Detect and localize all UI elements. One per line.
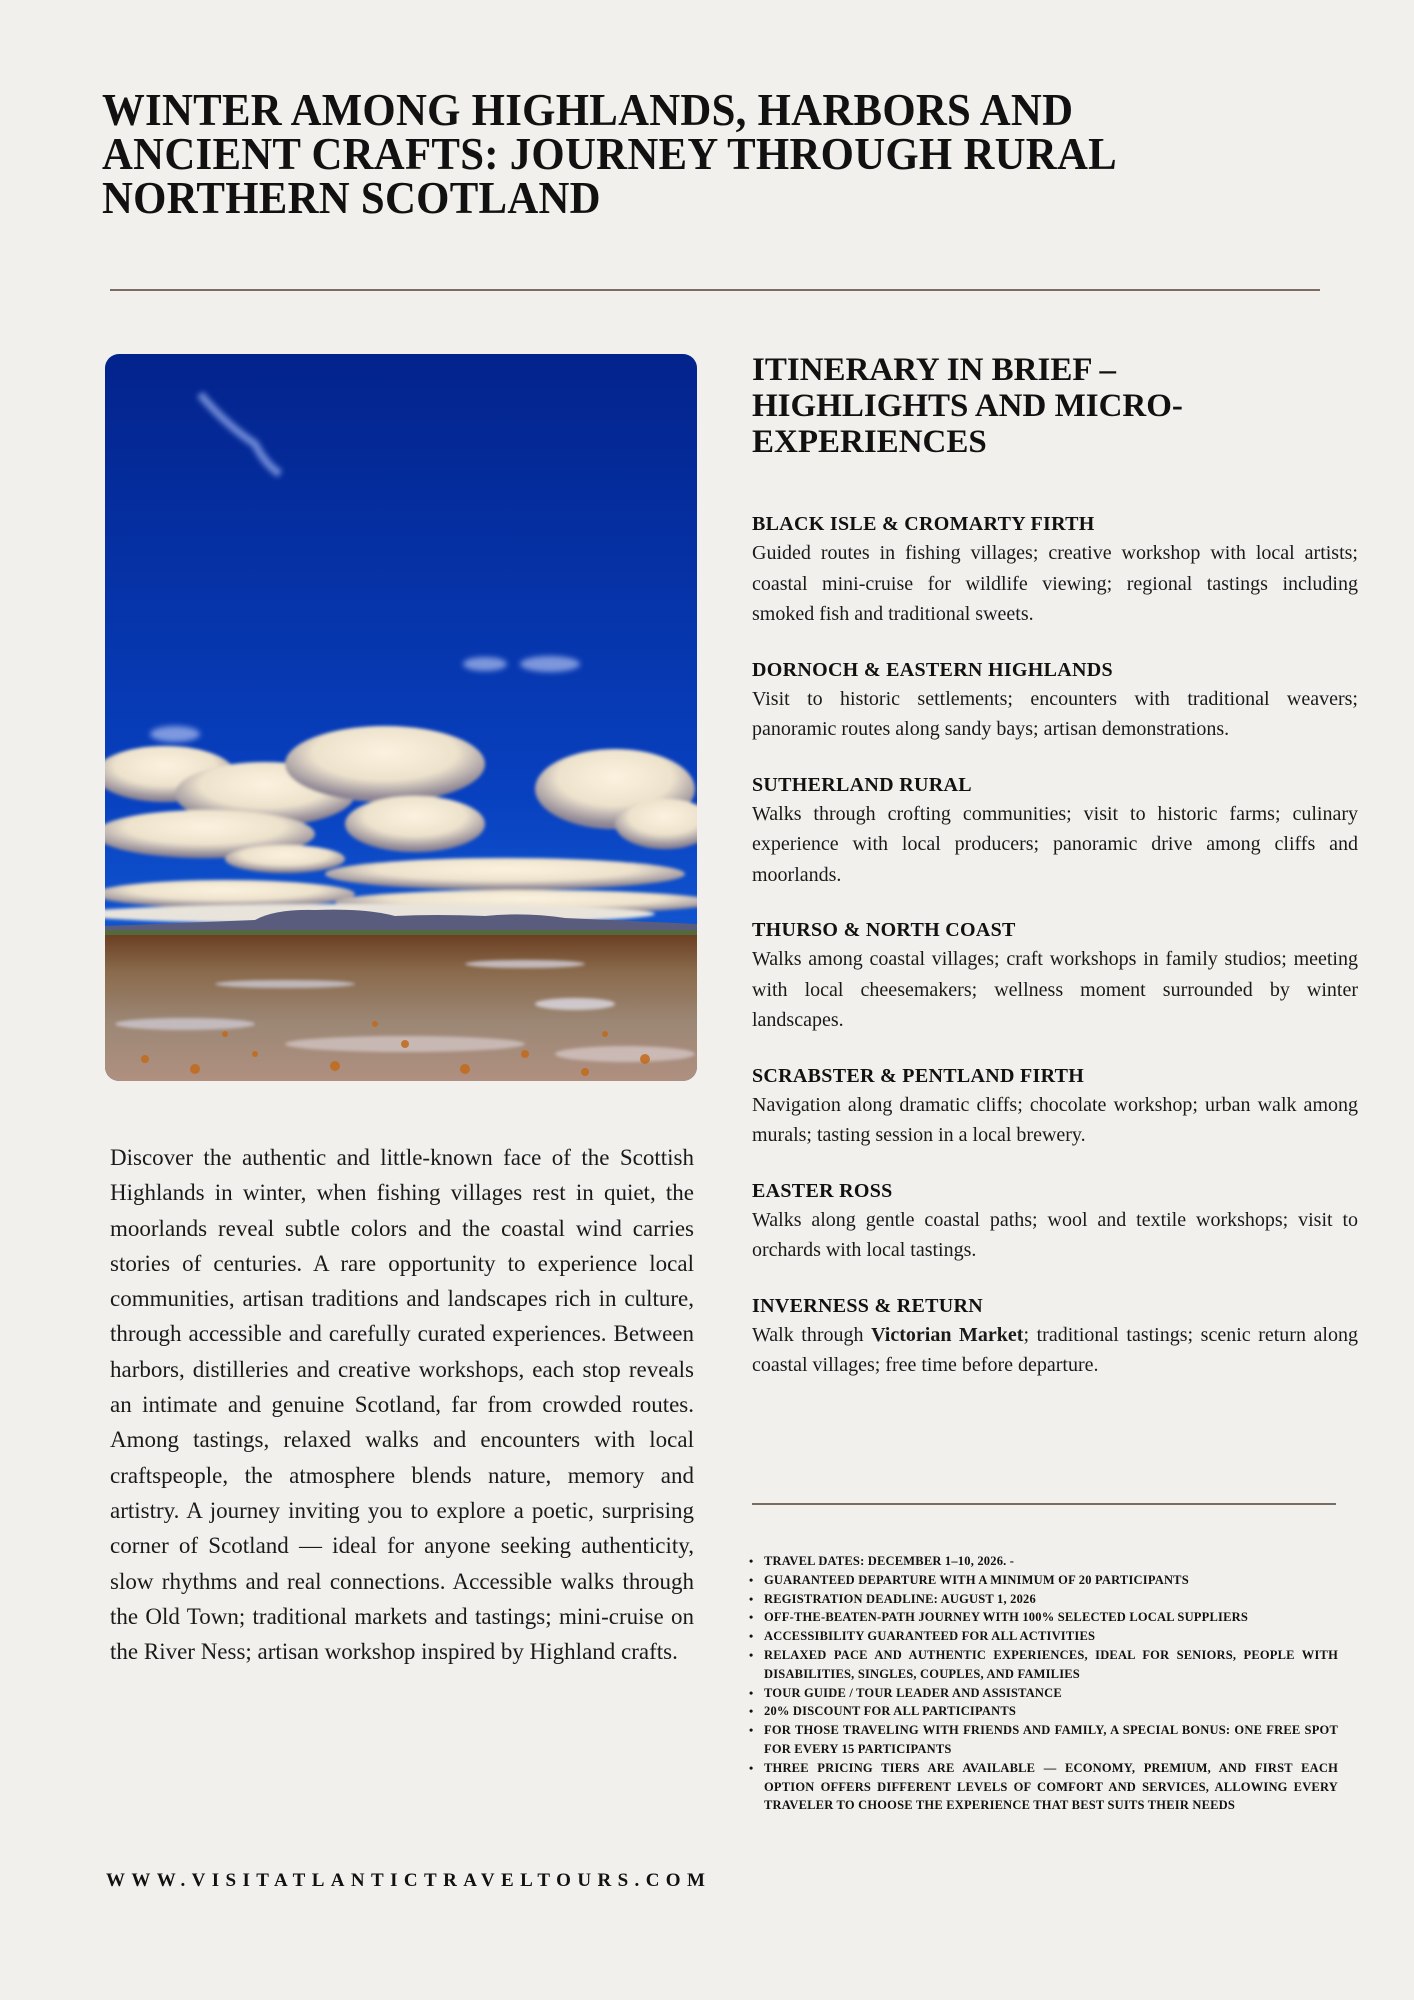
landscape-photo-illustration xyxy=(105,354,697,1081)
itinerary-stop xyxy=(752,771,1358,891)
bullet-icon: • xyxy=(749,1591,754,1606)
itinerary-stop xyxy=(752,1292,1358,1381)
stop-description xyxy=(752,1320,1358,1381)
fact-item xyxy=(748,1702,1338,1721)
fact-text: RELAXED PACE AND AUTHENTIC EXPERIENCES, IDEAL FOR SENIORS, PEOPLE WITH DISABILITIES, SINGLES, COUPLES, AND FAMILIES xyxy=(764,1647,1338,1681)
stop-description: Guided routes in fishing villages; creative workshop with local artists; coastal mini-cruise for wildlife viewing; regional tastings including smoked fish and traditional sweets. xyxy=(752,542,1358,625)
bullet-icon: • xyxy=(749,1760,754,1775)
stop-name: BLACK ISLE & CROMARTY FIRTH xyxy=(752,513,1095,535)
stop-description: Visit to historic settlements; encounters with traditional weavers; panoramic routes along sandy bays; artisan demonstrations. xyxy=(752,687,1358,740)
fact-item xyxy=(748,1684,1338,1703)
stop-name: SCRABSTER & PENTLAND FIRTH xyxy=(752,1064,1085,1087)
stop-description: Walks among coastal villages; craft workshops in family studios; meeting with local cheesemakers; wellness moment surrounded by winter landscapes. xyxy=(752,948,1358,1031)
bullet-icon: • xyxy=(749,1723,754,1738)
fact-text: REGISTRATION DEADLINE: AUGUST 1, 2026 xyxy=(764,1591,1036,1606)
itinerary-list xyxy=(752,510,1358,1407)
stop-description-lead: Walk through xyxy=(752,1323,872,1346)
itinerary-title: ITINERARY IN BRIEF – HIGHLIGHTS AND MICRO-EXPERIENCES xyxy=(752,352,1183,460)
stop-name: DORNOCH & EASTERN HIGHLANDS xyxy=(752,658,1113,681)
itinerary-stop xyxy=(752,916,1358,1036)
fact-text: THREE PRICING TIERS ARE AVAILABLE — ECONOMY, PREMIUM, AND FIRST EACH OPTION OFFERS DIFFERENT LEVELS OF COMFORT AND SERVICES, ALLOWING EVERY TRAVELER TO CHOOSE THE EXPERIENCE THAT BEST SUITS THEIR NEEDS xyxy=(764,1760,1338,1813)
stop-name: SUTHERLAND RURAL xyxy=(752,773,972,796)
stop-description-rest: ; traditional tastings; scenic return along coastal villages; free time before departure. xyxy=(752,1323,1358,1376)
facts-divider xyxy=(752,1503,1336,1505)
highlight-victorian-market: Victorian Market xyxy=(871,1323,1024,1346)
fact-item xyxy=(748,1721,1338,1759)
fact-text: ACCESSIBILITY GUARANTEED FOR ALL ACTIVITIES xyxy=(764,1629,1096,1644)
cumulus-clouds xyxy=(105,726,697,924)
trip-facts-list xyxy=(748,1552,1338,1815)
shoreline xyxy=(105,930,697,935)
stop-description: Navigation along dramatic cliffs; chocolate workshop; urban walk among murals; tasting session in a local brewery. xyxy=(752,1093,1358,1146)
bullet-icon: • xyxy=(749,1704,754,1719)
itinerary-stop xyxy=(752,656,1358,745)
bullet-icon: • xyxy=(749,1647,754,1662)
bullet-icon: • xyxy=(749,1572,754,1587)
bullet-icon: • xyxy=(749,1685,754,1700)
landscape-photo xyxy=(105,354,697,1081)
stop-description: Walks through crofting communities; visit to historic farms; culinary experience with local producers; panoramic drive among cliffs and moorlands. xyxy=(752,802,1358,886)
bullet-icon: • xyxy=(749,1629,754,1644)
fact-item xyxy=(748,1571,1338,1590)
page-title: WINTER AMONG HIGHLANDS, HARBORS AND ANCIENT CRAFTS: JOURNEY THROUGH RURAL NORTHERN SCOTLAND xyxy=(102,84,1115,223)
stop-name: THURSO & NORTH COAST xyxy=(752,919,1016,941)
stop-name: EASTER ROSS xyxy=(752,1179,893,1202)
itinerary-stop xyxy=(752,1177,1358,1266)
bullet-icon: • xyxy=(749,1610,754,1625)
website-link[interactable]: WWW.VISITATLANTICTRAVELTOURS.COM xyxy=(106,1870,712,1891)
fact-item xyxy=(748,1552,1338,1571)
intro-paragraph: Discover the authentic and little-known face of the Scottish Highlands in winter, when fishing villages rest in quiet, the moorlands reveal subtle colors and the coastal wind carries stories of centuries. A rare opportunity to experience local communities, artisan traditions and landscapes rich in culture, through accessible and carefully curated experiences. Between harbors, distilleries and creative workshops, each stop reveals an intimate and genuine Scotland, far from crowded routes. Among tastings, relaxed walks and encounters with local craftspeople, the atmosphere blends nature, memory and artistry. A journey inviting you to explore a poetic, surprising corner of Scotland — ideal for anyone seeking authenticity, slow rhythms and real connections. Accessible walks through the Old Town; traditional markets and tastings; mini-cruise on the River Ness; artisan workshop inspired by Highland crafts. xyxy=(110,1145,694,1665)
bullet-icon: • xyxy=(749,1554,754,1568)
stop-name: INVERNESS & RETURN xyxy=(752,1294,983,1317)
fact-item xyxy=(748,1627,1338,1646)
fact-item xyxy=(748,1608,1338,1627)
fact-text: 20% DISCOUNT FOR ALL PARTICIPANTS xyxy=(764,1704,1017,1719)
fact-text: OFF-THE-BEATEN-PATH JOURNEY WITH 100% SELECTED LOCAL SUPPLIERS xyxy=(764,1610,1249,1625)
fact-text: TOUR GUIDE / TOUR LEADER AND ASSISTANCE xyxy=(764,1685,1062,1700)
itinerary-stop xyxy=(752,510,1358,630)
fact-item xyxy=(748,1590,1338,1609)
title-divider xyxy=(110,289,1320,291)
fact-text: FOR THOSE TRAVELING WITH FRIENDS AND FAMILY, A SPECIAL BONUS: ONE FREE SPOT FOR EVERY 15 PARTICIPANTS xyxy=(764,1723,1338,1756)
fact-text: TRAVEL DATES: DECEMBER 1–10, 2026. - xyxy=(764,1554,1015,1568)
stop-description: Walks along gentle coastal paths; wool and textile workshops; visit to orchards with local tastings. xyxy=(752,1208,1358,1261)
itinerary-stop xyxy=(752,1062,1358,1151)
fact-text: GUARANTEED DEPARTURE WITH A MINIMUM OF 20 PARTICIPANTS xyxy=(764,1572,1189,1587)
fact-item xyxy=(748,1759,1338,1815)
fact-item xyxy=(748,1646,1338,1684)
